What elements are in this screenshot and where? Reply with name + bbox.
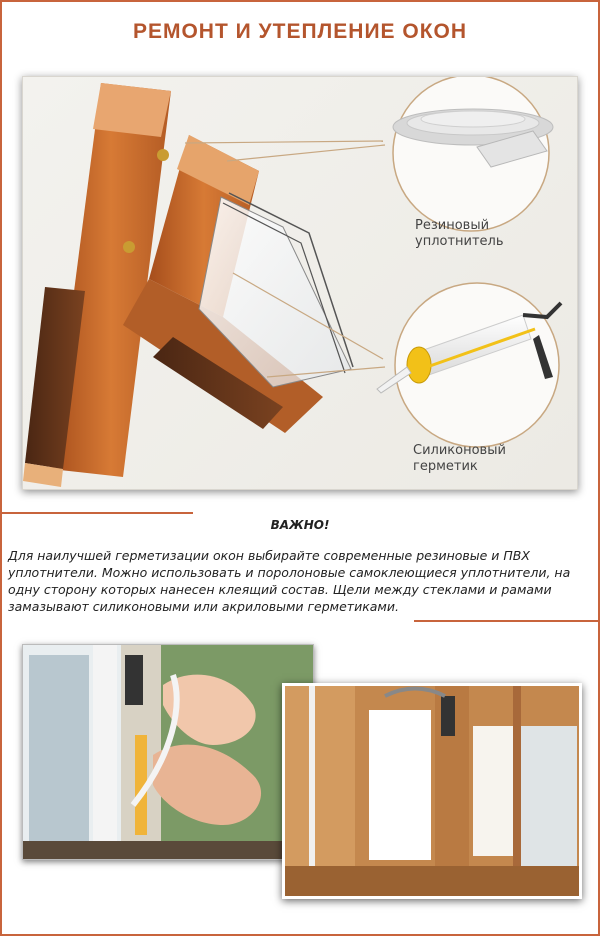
rubber-seal-label-line2: уплотнитель	[415, 234, 504, 249]
note-text: Для наилучшей герметизации окон выбирайте современные резиновые и ПВХ уплотнители. Можно использовать и поролоновые самоклеющиеся уплотнители, на одну сторону которых нанесен клеящий состав. Щели между стеклами и рамами замазывают силиконовыми или акриловыми герметиками.	[8, 548, 571, 614]
divider-right	[414, 620, 600, 622]
photo-installing-seal-image	[23, 645, 314, 860]
page-title: РЕМОНТ И УТЕПЛЕНИЕ ОКОН	[132, 20, 468, 43]
photo-sealed-window-image	[285, 686, 579, 896]
silicone-sealant-label	[413, 443, 506, 475]
rubber-seal-label	[415, 218, 504, 250]
photo-installing-seal	[22, 644, 314, 860]
window-seal-diagram	[22, 76, 578, 490]
window-frame-illustration	[23, 77, 578, 490]
photo-sealed-window	[282, 683, 582, 899]
silicone-sealant-label-line2: герметик	[413, 459, 478, 474]
note-heading: ВАЖНО!	[270, 518, 330, 532]
rubber-seal-label-line1: Резиновый	[415, 218, 490, 233]
divider-left	[0, 512, 193, 514]
silicone-sealant-label-line1: Силиконовый	[413, 443, 506, 458]
